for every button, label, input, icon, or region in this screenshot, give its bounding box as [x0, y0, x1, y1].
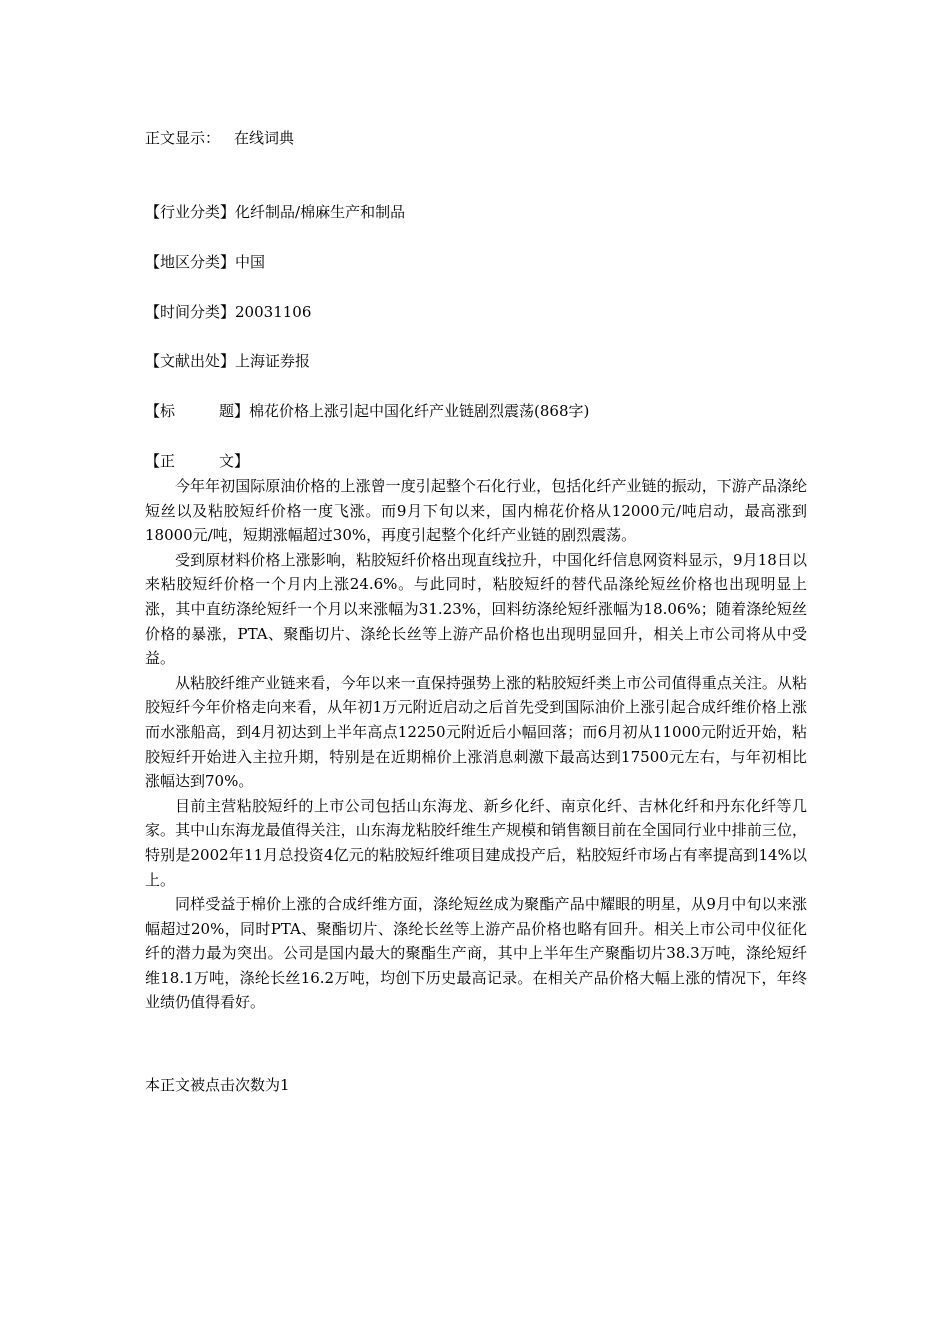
source-label: 【文献出处】 [145, 352, 236, 370]
article-body [145, 474, 807, 1015]
title-label-close: 题】 [219, 402, 250, 420]
display-header [145, 128, 294, 148]
body-label-row [145, 451, 249, 471]
time-row [145, 302, 311, 322]
body-label-open: 【正 [145, 452, 176, 470]
display-prefix: 正文显示： [145, 129, 221, 147]
industry-row [145, 202, 405, 222]
time-value: 20031106 [235, 303, 312, 321]
region-value: 中国 [235, 253, 266, 271]
body-paragraph: 从粘胶纤维产业链来看，今年以来一直保持强势上涨的粘胶短纤类上市公司值得重点关注。从粘胶短纤今年价格走向来看，从年初1万元附近启动之后首先受到国际油价上涨引起合成纤维价格上涨而水涨船高，到4月初达到上半年高点12250元附近后小幅回落；而6月初从11000元附近开始，粘胶短纤开始进入主拉升期，特别是在近期棉价上涨消息刺激下最高达到17500元左右，与年初相比涨幅达到70%。 [145, 673, 807, 791]
source-value: 上海证券报 [235, 352, 311, 370]
time-label: 【时间分类】 [145, 303, 236, 321]
region-row [145, 252, 265, 272]
industry-label: 【行业分类】 [145, 203, 236, 221]
body-paragraph: 今年年初国际原油价格的上涨曾一度引起整个石化行业，包括化纤产业链的振动，下游产品涤纶短丝以及粘胶短纤价格一度飞涨。而9月下旬以来，国内棉花价格从12000元/吨启动，最高涨到18000元/吨，短期涨幅超过30%，再度引起整个化纤产业链的剧烈震荡。 [145, 477, 807, 545]
title-label-open: 【标 [145, 402, 176, 420]
industry-value: 化纤制品/棉麻生产和制品 [235, 203, 406, 221]
article-title: 棉花价格上涨引起中国化纤产业链剧烈震荡(868字) [249, 402, 590, 420]
body-paragraph: 目前主营粘胶短纤的上市公司包括山东海龙、新乡化纤、南京化纤、吉林化纤和丹东化纤等几家。其中山东海龙最值得关注，山东海龙粘胶纤维生产规模和销售额目前在全国同行业中排前三位，特别是2002年11月总投资4亿元的粘胶短纤维项目建成投产后，粘胶短纤市场占有率提高到14%以上。 [145, 796, 807, 889]
body-paragraph: 同样受益于棉价上涨的合成纤维方面，涤纶短丝成为聚酯产品中耀眼的明星，从9月中旬以来涨幅超过20%，同时PTA、聚酯切片、涤纶长丝等上游产品价格也略有回升。相关上市公司中仪征化纤的潜力最为突出。公司是国内最大的聚酯生产商，其中上半年生产聚酯切片38.3万吨，涤纶短纤维18.1万吨，涤纶长丝16.2万吨，均创下历史最高记录。在相关产品价格大幅上涨的情况下，年终业绩仍值得看好。 [145, 895, 807, 1012]
online-dictionary-link[interactable]: 在线词典 [234, 129, 295, 147]
body-paragraph: 受到原材料价格上涨影响，粘胶短纤价格出现直线拉升，中国化纤信息网资料显示，9月18日以来粘胶短纤价格一个月内上涨24.6%。与此同时，粘胶短纤的替代品涤纶短丝价格也出现明显上涨，其中直纺涤纶短纤一个月以来涨幅为31.23%，回料纺涤纶短纤涨幅为18.06%；随着涤纶短丝价格的暴涨，PTA、聚酯切片、涤纶长丝等上游产品价格也出现明显回升，相关上市公司将从中受益。 [145, 550, 807, 668]
click-count: 本正文被点击次数为1 [145, 1076, 290, 1094]
source-row [145, 351, 310, 371]
region-label: 【地区分类】 [145, 253, 236, 271]
body-label-close: 文】 [219, 452, 250, 470]
title-row [145, 401, 589, 421]
